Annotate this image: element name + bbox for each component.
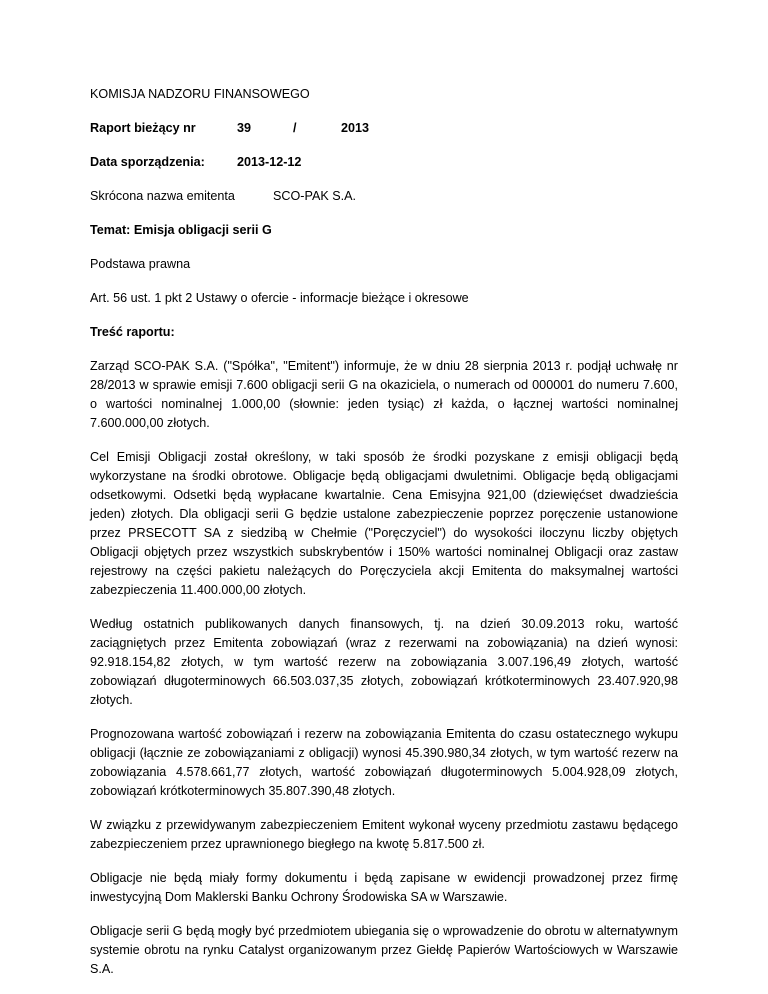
- paragraph-forecast: Prognozowana wartość zobowiązań i rezerw na zobowiązania Emitenta do czasu ostatecznego wykupu obligacji (łącznie ze zobowiązaniami z obligacji) wynosi 45.390.980,34 złotych, w tym wartość rezerw na zobowiązania 4.578.661,77 złotych, wartość zobowiązań długoterminowych 5.004.928,09 złotych, zobowiązań krótkoterminowych 35.807.390,48 złotych.: [90, 727, 678, 798]
- legal-basis: Art. 56 ust. 1 pkt 2 Ustawy o ofercie - informacje bieżące i okresowe: [90, 291, 469, 305]
- paragraph-liabilities: Według ostatnich publikowanych danych finansowych, tj. na dzień 30.09.2013 roku, wartość zaciągniętych przez Emitenta zobowiązań (wraz z rezerwami na zobowiązania) na dzień wynosi: 92.918.154,82 złotych, w tym wartość rezerw na zobowiązania 3.007.196,49 złotych, wartość zobowiązań długoterminowych 66.503.037,35 złotych, zobowiązań krótkoterminowych 23.407.920,98 złotych.: [90, 617, 678, 707]
- report-date-row: [90, 153, 678, 172]
- issuer-name: SCO-PAK S.A.: [273, 189, 357, 203]
- report-number-label: Raport bieżący nr: [90, 121, 196, 135]
- report-body: [90, 357, 678, 979]
- paragraph-purpose: Cel Emisji Obligacji został określony, w taki sposób że środki pozyskane z emisji obligacji będą wykorzystane na środki obrotowe. Obligacje będą obligacjami dwuletnimi. Obligacje będą obligacjami odsetkowymi. Odsetki będą wypłacane kwartalnie. Cena Emisyjna 921,00 (dziewięćset dwadzieścia jeden) złotych. Dla obligacji serii G będzie ustalone zabezpieczenie poprzez poręczenie ustanowione przez PRSECOTT SA z siedzibą w Chełmie ("Poręczyciel") do wysokości iloczynu liczby objętych Obligacji objętych przez wszystkich subskrybentów i 150% wartości nominalnej Obligacji oraz zastaw rejestrowy na części pakietu należących do Poręczyciela akcji Emitenta do maksymalnej wartości zabezpieczenia 11.400.000,00 złotych.: [90, 450, 678, 597]
- paragraph-resolution: Zarząd SCO-PAK S.A. ("Spółka", "Emitent") informuje, że w dniu 28 sierpnia 2013 r. podjął uchwałę nr 28/2013 w sprawie emisji 7.600 obligacji serii G na okaziciela, o numerach od 000001 do numeru 7.600, o wartości nominalnej 1.000,00 (słownie: jeden tysiąc) zł każda, o łącznej wartości nominalnej 7.600.000,00 złotych.: [90, 359, 678, 430]
- paragraph-valuation: W związku z przewidywanym zabezpieczeniem Emitent wykonał wyceny przedmiotu zastawu będącego zabezpieczeniem przez uprawnionego biegłego na kwotę 5.817.500 zł.: [90, 818, 678, 851]
- report-year: 2013: [341, 121, 370, 135]
- paragraph-catalyst: Obligacje serii G będą mogły być przedmiotem ubiegania się o wprowadzenie do obrotu w alternatywnym systemie obrotu na rynku Catalyst organizowanym przez Giełdę Papierów Wartościowych w Warszawie S.A.: [90, 924, 678, 976]
- report-number-separator: /: [293, 121, 297, 135]
- report-content-label: Treść raportu:: [90, 325, 175, 339]
- authority-name: KOMISJA NADZORU FINANSOWEGO: [90, 87, 310, 101]
- legal-basis-label: Podstawa prawna: [90, 257, 191, 271]
- report-date: 2013-12-12: [237, 155, 302, 169]
- issuer-row: [90, 187, 678, 206]
- paragraph-form: Obligacje nie będą miały formy dokumentu i będą zapisane w ewidencji prowadzonej przez firmę inwestycyjną Dom Maklerski Banku Ochrony Środowiska SA w Warszawie.: [90, 871, 678, 904]
- report-number-row: [90, 119, 678, 138]
- report-number: 39: [237, 121, 252, 135]
- report-topic: Temat: Emisja obligacji serii G: [90, 223, 272, 237]
- report-date-label: Data sporządzenia:: [90, 155, 205, 169]
- issuer-label: Skrócona nazwa emitenta: [90, 189, 235, 203]
